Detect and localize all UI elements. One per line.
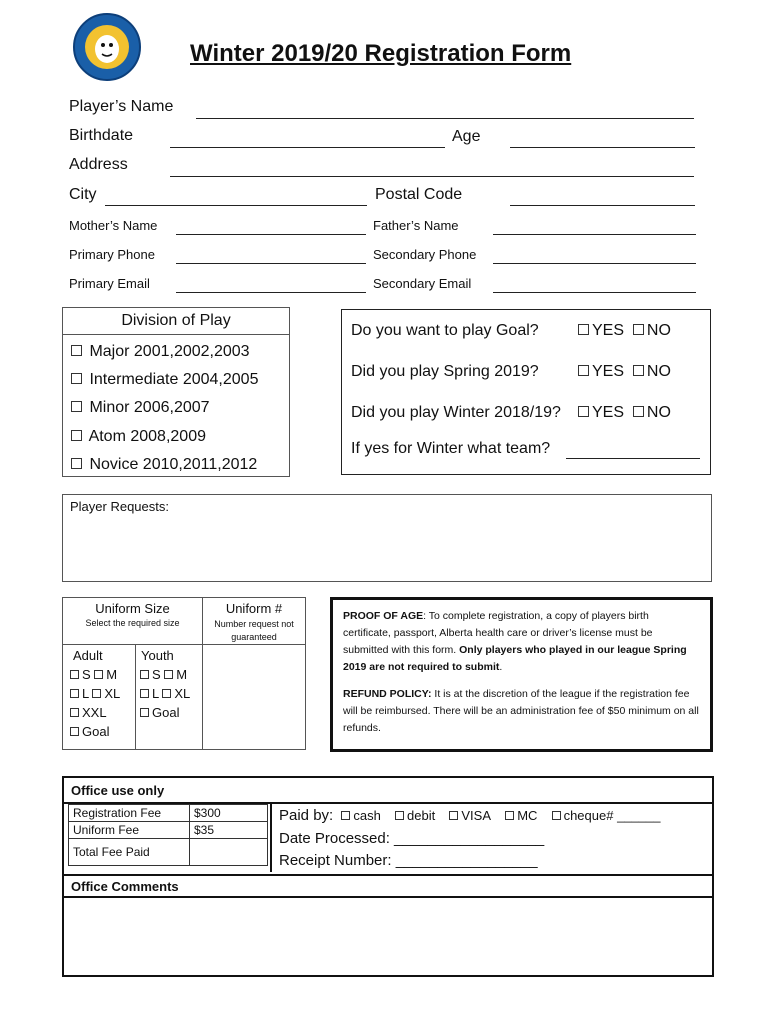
youth-l-xl[interactable] (140, 686, 190, 701)
checkbox-icon[interactable] (70, 689, 79, 698)
office-comments-field[interactable] (64, 898, 712, 975)
city-label: City (69, 186, 97, 203)
birthdate-label: Birthdate (69, 127, 134, 144)
uniform-size-title: Uniform Size (95, 601, 170, 616)
fee-table (68, 804, 268, 866)
form-title: Winter 2019/20 Registration Form (190, 40, 572, 67)
size-label: M (106, 667, 118, 682)
size-label: S (82, 667, 91, 682)
division-option-intermediate[interactable] (71, 371, 258, 389)
secondary-phone-field[interactable] (493, 263, 696, 264)
size-label: L (152, 686, 159, 701)
yes-label: YES (592, 404, 625, 421)
proof-of-age-bold: Only players who played in our league Spring 2019 are not required to submit (343, 644, 687, 673)
office-comments-title: Office Comments (71, 879, 179, 894)
youth-s-m[interactable] (140, 667, 187, 682)
division-title: Division of Play (63, 308, 289, 335)
player-name-label: Player’s Name (69, 98, 174, 115)
youth-goal[interactable] (140, 705, 179, 720)
division-option-label: Major 2001,2002,2003 (89, 343, 250, 360)
checkbox-icon[interactable] (505, 811, 514, 820)
refund-policy-label: REFUND POLICY: (343, 688, 432, 700)
primary-phone-field[interactable] (176, 263, 366, 264)
paid-by-row (279, 807, 660, 824)
postal-code-label: Postal Code (375, 186, 463, 203)
mothers-name-field[interactable] (176, 234, 366, 235)
birthdate-field[interactable] (170, 147, 445, 148)
checkbox-icon[interactable] (395, 811, 404, 820)
adult-label: Adult (73, 648, 103, 663)
checkbox-icon[interactable] (162, 689, 171, 698)
no-label: NO (646, 404, 671, 421)
uni-fee-label: Uniform Fee (69, 822, 190, 839)
uniform-number-subtitle: Number request not guaranteed (214, 619, 294, 642)
proof-of-age-body: : To complete registration, a copy of players birth certificate, passport, Alberta health care or driver’s license must be submitted with this form. (343, 610, 653, 656)
secondary-email-field[interactable] (493, 292, 696, 293)
league-logo (72, 12, 142, 82)
division-box (62, 307, 290, 477)
yes-label: YES (592, 363, 625, 380)
division-option-label: Atom 2008,2009 (88, 428, 206, 445)
division-option-novice[interactable] (71, 456, 257, 474)
checkbox-icon[interactable] (71, 430, 82, 441)
adult-goal[interactable] (70, 724, 109, 739)
mc-option[interactable]: MC (517, 808, 538, 823)
checkbox-icon[interactable] (92, 689, 101, 698)
city-field[interactable] (105, 205, 367, 206)
size-label: XL (104, 686, 121, 701)
spring-yes-no[interactable] (578, 363, 671, 381)
address-field[interactable] (170, 176, 694, 177)
checkbox-icon[interactable] (449, 811, 458, 820)
division-option-minor[interactable] (71, 399, 210, 417)
age-field[interactable] (510, 147, 695, 148)
player-requests-label: Player Requests: (70, 499, 169, 514)
postal-code-field[interactable] (510, 205, 695, 206)
size-label: S (152, 667, 161, 682)
primary-email-field[interactable] (176, 292, 366, 293)
reg-fee-value: $300 (190, 805, 268, 822)
spring-question: Did you play Spring 2019? (351, 363, 539, 380)
refund-policy-text (343, 686, 705, 737)
total-fee-label: Total Fee Paid (69, 839, 190, 866)
fathers-name-field[interactable] (493, 234, 696, 235)
receipt-number[interactable]: Receipt Number: _________________ (279, 852, 538, 869)
fathers-name-label: Father’s Name (373, 218, 459, 233)
youth-label: Youth (141, 648, 174, 663)
office-use-box (62, 776, 714, 977)
checkbox-icon[interactable] (71, 401, 82, 412)
adult-l-xl[interactable] (70, 686, 120, 701)
uniform-number-title: Uniform # (225, 601, 283, 616)
checkbox-icon[interactable] (94, 670, 103, 679)
refund-policy-body: It is at the discretion of the league if the registration fee will be reimbursed. There will be an administration fee of $50 minimum on all refunds. (343, 688, 699, 734)
team-question: If yes for Winter what team? (351, 440, 551, 457)
checkbox-icon[interactable] (71, 345, 82, 356)
total-fee-value[interactable] (190, 839, 268, 866)
debit-option[interactable]: debit (407, 808, 436, 823)
adult-s-m[interactable] (70, 667, 117, 682)
goal-yes-no[interactable] (578, 322, 671, 340)
size-label: L (82, 686, 89, 701)
checkbox-icon[interactable] (341, 811, 350, 820)
division-option-label: Minor 2006,2007 (89, 399, 210, 416)
checkbox-icon[interactable] (552, 811, 561, 820)
mothers-name-label: Mother’s Name (69, 218, 158, 233)
checkbox-icon[interactable] (164, 670, 173, 679)
size-label: Goal (152, 705, 180, 720)
secondary-phone-label: Secondary Phone (373, 247, 477, 262)
policy-box (330, 597, 713, 752)
player-name-field[interactable] (196, 118, 694, 119)
proof-of-age-label: PROOF OF AGE (343, 610, 424, 622)
size-label: XL (174, 686, 191, 701)
no-label: NO (646, 322, 671, 339)
primary-phone-label: Primary Phone (69, 247, 155, 262)
reg-fee-label: Registration Fee (69, 805, 190, 822)
goal-question: Do you want to play Goal? (351, 322, 539, 339)
winter-question: Did you play Winter 2018/19? (351, 404, 561, 421)
checkbox-icon[interactable] (140, 708, 149, 717)
division-option-label: Intermediate 2004,2005 (89, 371, 259, 388)
checkbox-icon[interactable] (633, 406, 644, 417)
uni-fee-value: $35 (190, 822, 268, 839)
yes-label: YES (592, 322, 625, 339)
paid-by-label: Paid by: (279, 807, 334, 824)
division-option-major[interactable] (71, 343, 250, 361)
team-field[interactable] (566, 458, 700, 459)
checkbox-icon[interactable] (70, 708, 79, 717)
player-requests-box[interactable] (62, 494, 712, 582)
checkbox-icon[interactable] (633, 324, 644, 335)
checkbox-icon[interactable] (578, 324, 589, 335)
checkbox-icon[interactable] (140, 670, 149, 679)
checkbox-icon[interactable] (578, 406, 589, 417)
address-label: Address (69, 156, 128, 173)
adult-xxl[interactable] (70, 705, 107, 720)
cash-option[interactable]: cash (353, 808, 381, 823)
size-label: M (176, 667, 188, 682)
checkbox-icon[interactable] (71, 373, 82, 384)
office-use-title: Office use only (71, 783, 165, 798)
division-option-label: Novice 2010,2011,2012 (89, 456, 258, 473)
size-label: Goal (82, 724, 110, 739)
checkbox-icon[interactable] (71, 458, 82, 469)
date-processed[interactable]: Date Processed: __________________ (279, 830, 545, 847)
visa-option[interactable]: VISA (461, 808, 492, 823)
checkbox-icon[interactable] (70, 670, 79, 679)
proof-of-age-text (343, 608, 695, 676)
uniform-box (62, 597, 306, 750)
uniform-size-subtitle: Select the required size (85, 618, 180, 628)
size-label: XXL (82, 705, 107, 720)
checkbox-icon[interactable] (633, 365, 644, 376)
no-label: NO (646, 363, 671, 380)
cheque-option[interactable]: cheque# ______ (563, 808, 661, 823)
age-label: Age (452, 128, 481, 145)
proof-of-age-end: . (499, 661, 503, 673)
primary-email-label: Primary Email (69, 276, 150, 291)
secondary-email-label: Secondary Email (373, 276, 472, 291)
checkbox-icon[interactable] (578, 365, 589, 376)
questions-box (341, 309, 711, 475)
checkbox-icon[interactable] (140, 689, 149, 698)
checkbox-icon[interactable] (70, 727, 79, 736)
division-option-atom[interactable] (71, 428, 206, 446)
winter-yes-no[interactable] (578, 404, 671, 422)
